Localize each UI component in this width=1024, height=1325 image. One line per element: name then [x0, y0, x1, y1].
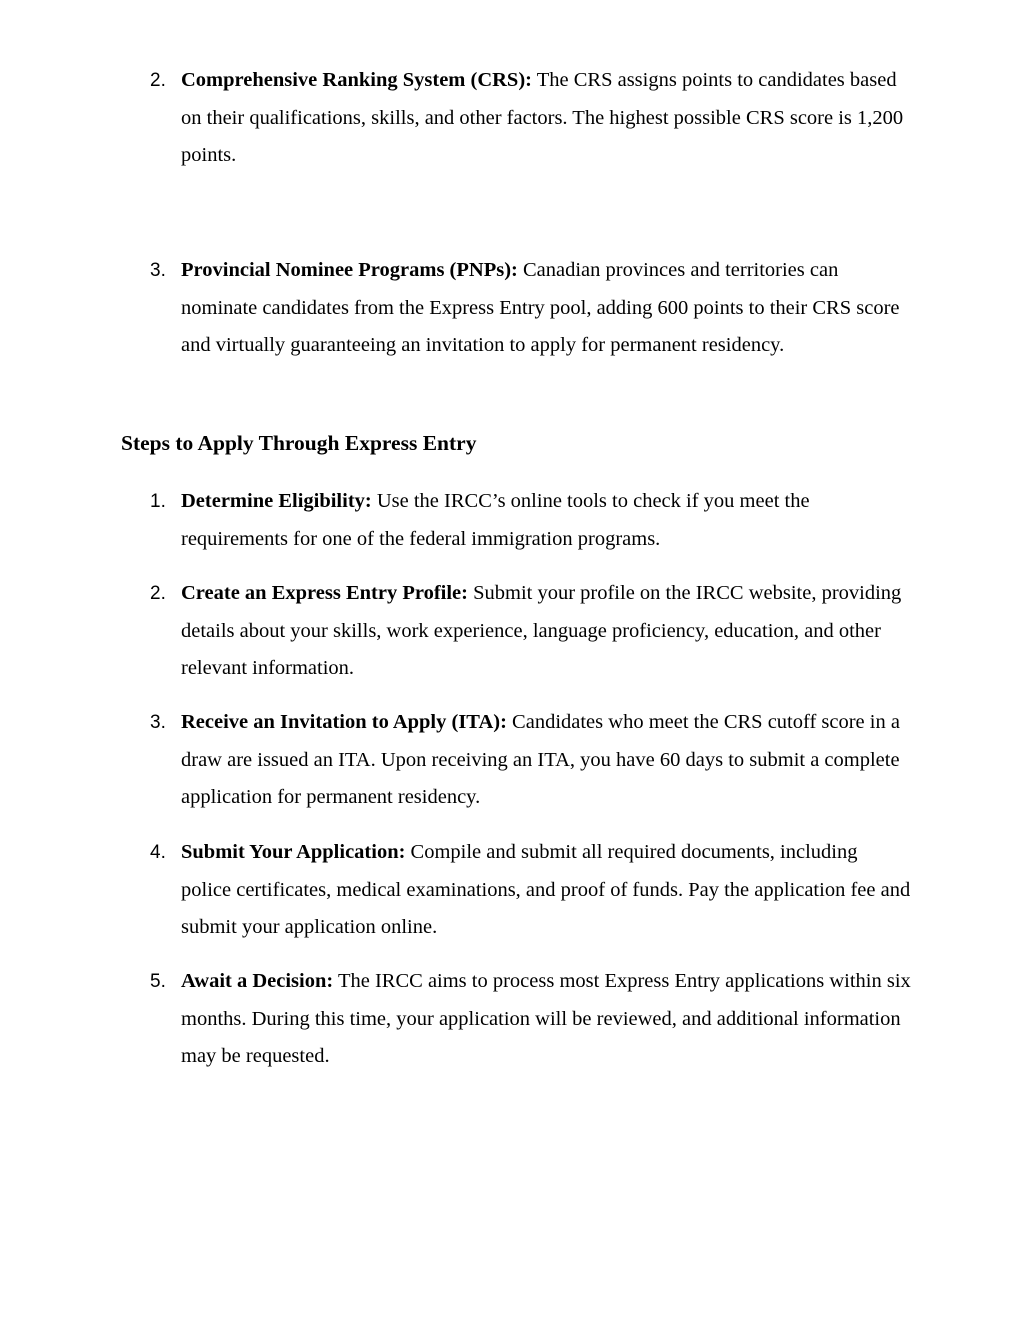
step-item-submit [150, 834, 911, 947]
list-item-term: Await a Decision: [181, 970, 334, 992]
list-number: 3. [150, 260, 166, 281]
list-item-term: Determine Eligibility: [181, 490, 372, 512]
list-number: 1. [150, 491, 166, 512]
list-item-text: The IRCC aims to process most Express Entry applications within six months. During this time, your application will be reviewed, and additional information may be requested. [181, 970, 911, 1068]
list-item-text: Candidates who meet the CRS cutoff score in a draw are issued an ITA. Upon receiving an ITA, you have 60 days to submit a complete application for permanent residency. [181, 711, 900, 809]
step-item-profile [150, 575, 911, 688]
list-item-term: Submit Your Application: [181, 841, 406, 863]
list-number: 4. [150, 842, 166, 863]
list-item-text: Canadian provinces and territories can nominate candidates from the Express Entry pool, adding 600 points to their CRS score and virtually guaranteeing an invitation to apply for permanent residency. [181, 259, 900, 357]
list-item-text: Compile and submit all required documents, including police certificates, medical examinations, and proof of funds. Pay the application fee and submit your application online. [181, 841, 911, 939]
list-item-term: Receive an Invitation to Apply (ITA): [181, 711, 507, 733]
list-item-term: Create an Express Entry Profile: [181, 582, 468, 604]
list-item-text: Submit your profile on the IRCC website, providing details about your skills, work experience, language proficiency, education, and other relevant information. [181, 582, 902, 680]
list-item-text: Use the IRCC’s online tools to check if you meet the requirements for one of the federal immigration programs. [181, 490, 810, 550]
list-number: 5. [150, 971, 166, 992]
step-item-decision [150, 963, 911, 1076]
list-number: 3. [150, 712, 166, 733]
step-item-ita [150, 704, 911, 817]
list-item-pnps [150, 252, 911, 365]
section-heading: Steps to Apply Through Express Entry [121, 431, 477, 455]
list-number: 2. [150, 70, 166, 91]
list-number: 2. [150, 583, 166, 604]
list-item-crs [150, 62, 911, 175]
list-item-text: The CRS assigns points to candidates based on their qualifications, skills, and other factors. The highest possible CRS score is 1,200 points. [181, 69, 904, 167]
list-item-term: Provincial Nominee Programs (PNPs): [181, 259, 518, 281]
list-item-term: Comprehensive Ranking System (CRS): [181, 69, 532, 91]
step-item-eligibility [150, 483, 911, 558]
